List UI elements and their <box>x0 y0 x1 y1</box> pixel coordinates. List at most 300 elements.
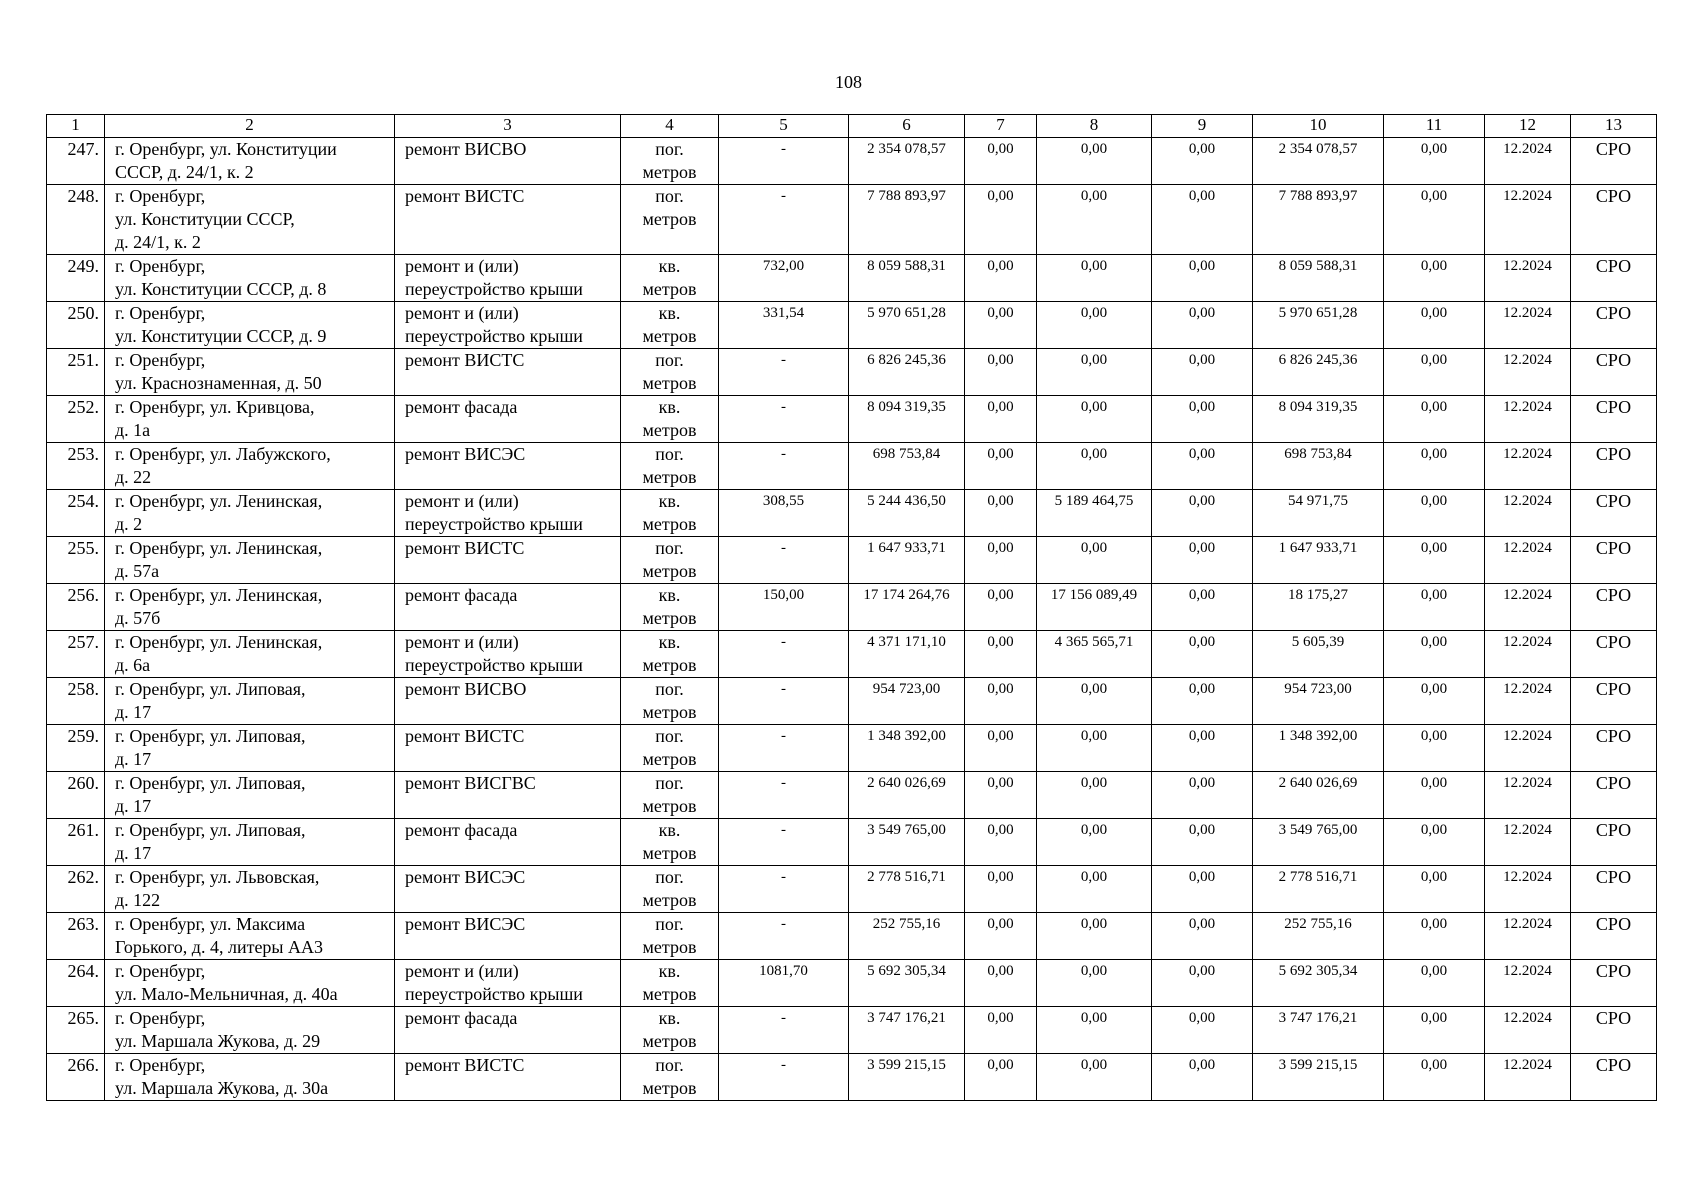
unit-cell-line: кв. <box>658 961 681 981</box>
value-cell: 0,00 <box>965 349 1037 396</box>
unit-cell-line: метров <box>642 373 697 393</box>
table-row <box>47 584 1657 631</box>
deadline-cell: 12.2024 <box>1485 396 1571 443</box>
unit-cell <box>621 537 719 584</box>
unit-cell <box>621 138 719 185</box>
address-cell-line: д. 24/1, к. 2 <box>115 232 201 252</box>
value-cell: 0,00 <box>1384 631 1485 678</box>
deadline-cell: 12.2024 <box>1485 913 1571 960</box>
address-cell-line: г. Оренбург, ул. Липовая, <box>115 773 306 793</box>
value-cell: 0,00 <box>1152 1007 1253 1054</box>
value-cell: 0,00 <box>965 584 1037 631</box>
address-cell-line: д. 57б <box>115 608 161 628</box>
table-row <box>47 302 1657 349</box>
value-cell: 0,00 <box>1152 185 1253 255</box>
unit-cell-line: метров <box>642 420 697 440</box>
area-cell: - <box>719 1007 849 1054</box>
total-cost-cell: 5 970 651,28 <box>849 302 965 349</box>
value-cell: 0,00 <box>965 678 1037 725</box>
header-cell: 1 <box>47 115 105 138</box>
work-type-cell <box>395 185 621 255</box>
total-cost-cell: 698 753,84 <box>849 443 965 490</box>
area-cell: - <box>719 913 849 960</box>
table-row <box>47 490 1657 537</box>
table-row <box>47 678 1657 725</box>
total-cost-cell: 252 755,16 <box>849 913 965 960</box>
value-cell: 0,00 <box>1037 725 1152 772</box>
area-cell: 150,00 <box>719 584 849 631</box>
work-type-cell <box>395 725 621 772</box>
unit-cell <box>621 584 719 631</box>
value-cell: 0,00 <box>965 1054 1037 1101</box>
unit-cell-line: метров <box>642 608 697 628</box>
area-cell: - <box>719 1054 849 1101</box>
value-cell: 0,00 <box>965 537 1037 584</box>
deadline-cell: 12.2024 <box>1485 1054 1571 1101</box>
value-cell: 0,00 <box>1384 1054 1485 1101</box>
work-type-cell-line: ремонт и (или) <box>405 256 519 276</box>
executor-cell: СРО <box>1571 725 1657 772</box>
area-cell: - <box>719 349 849 396</box>
value-cell: 0,00 <box>965 725 1037 772</box>
address-cell-line: г. Оренбург, ул. Ленинская, <box>115 585 323 605</box>
address-cell-line: г. Оренбург, ул. Кривцова, <box>115 397 315 417</box>
value-cell: 6 826 245,36 <box>1253 349 1384 396</box>
row-number: 261. <box>47 819 105 866</box>
work-type-cell <box>395 584 621 631</box>
value-cell: 0,00 <box>965 1007 1037 1054</box>
work-type-cell <box>395 443 621 490</box>
executor-cell: СРО <box>1571 490 1657 537</box>
value-cell: 0,00 <box>1384 725 1485 772</box>
address-cell-line: ул. Маршала Жукова, д. 30а <box>115 1078 329 1098</box>
total-cost-cell: 954 723,00 <box>849 678 965 725</box>
deadline-cell: 12.2024 <box>1485 443 1571 490</box>
table-row <box>47 349 1657 396</box>
value-cell: 3 599 215,15 <box>1253 1054 1384 1101</box>
work-type-cell-line: ремонт ВИСТС <box>405 1055 525 1075</box>
value-cell: 5 605,39 <box>1253 631 1384 678</box>
executor-cell: СРО <box>1571 138 1657 185</box>
unit-cell <box>621 185 719 255</box>
total-cost-cell: 5 692 305,34 <box>849 960 965 1007</box>
unit-cell <box>621 490 719 537</box>
address-cell-line: г. Оренбург, ул. Липовая, <box>115 679 306 699</box>
value-cell: 0,00 <box>1384 302 1485 349</box>
value-cell: 0,00 <box>965 490 1037 537</box>
header-cell: 12 <box>1485 115 1571 138</box>
value-cell: 2 778 516,71 <box>1253 866 1384 913</box>
row-number: 250. <box>47 302 105 349</box>
executor-cell: СРО <box>1571 1007 1657 1054</box>
value-cell: 18 175,27 <box>1253 584 1384 631</box>
unit-cell <box>621 725 719 772</box>
total-cost-cell: 7 788 893,97 <box>849 185 965 255</box>
address-cell <box>105 819 395 866</box>
value-cell: 0,00 <box>1384 255 1485 302</box>
unit-cell-line: метров <box>642 702 697 722</box>
area-cell: - <box>719 678 849 725</box>
deadline-cell: 12.2024 <box>1485 185 1571 255</box>
unit-cell-line: пог. <box>655 914 684 934</box>
value-cell: 0,00 <box>965 396 1037 443</box>
table-row <box>47 1007 1657 1054</box>
work-type-cell-line: ремонт фасада <box>405 820 518 840</box>
work-type-cell <box>395 138 621 185</box>
header-cell: 3 <box>395 115 621 138</box>
work-type-cell <box>395 1007 621 1054</box>
value-cell: 0,00 <box>1037 960 1152 1007</box>
value-cell: 1 348 392,00 <box>1253 725 1384 772</box>
value-cell: 0,00 <box>1384 349 1485 396</box>
header-cell: 13 <box>1571 115 1657 138</box>
address-cell-line: г. Оренбург, <box>115 186 206 206</box>
deadline-cell: 12.2024 <box>1485 302 1571 349</box>
value-cell: 0,00 <box>965 960 1037 1007</box>
value-cell: 0,00 <box>1152 396 1253 443</box>
work-type-cell <box>395 1054 621 1101</box>
value-cell: 0,00 <box>1152 349 1253 396</box>
address-cell-line: г. Оренбург, ул. Ленинская, <box>115 538 323 558</box>
address-cell-line: г. Оренбург, ул. Липовая, <box>115 726 306 746</box>
executor-cell: СРО <box>1571 185 1657 255</box>
unit-cell-line: метров <box>642 843 697 863</box>
work-type-cell-line: ремонт ВИСЭС <box>405 444 526 464</box>
value-cell: 0,00 <box>1152 772 1253 819</box>
unit-cell-line: кв. <box>658 1008 681 1028</box>
executor-cell: СРО <box>1571 631 1657 678</box>
value-cell: 0,00 <box>1384 1007 1485 1054</box>
executor-cell: СРО <box>1571 866 1657 913</box>
unit-cell-line: кв. <box>658 256 681 276</box>
work-type-cell <box>395 631 621 678</box>
executor-cell: СРО <box>1571 584 1657 631</box>
value-cell: 0,00 <box>1152 584 1253 631</box>
table-row <box>47 1054 1657 1101</box>
deadline-cell: 12.2024 <box>1485 584 1571 631</box>
row-number: 265. <box>47 1007 105 1054</box>
area-cell: - <box>719 138 849 185</box>
value-cell: 0,00 <box>1384 185 1485 255</box>
address-cell <box>105 725 395 772</box>
executor-cell: СРО <box>1571 819 1657 866</box>
value-cell: 0,00 <box>965 913 1037 960</box>
unit-cell <box>621 1007 719 1054</box>
header-cell: 11 <box>1384 115 1485 138</box>
executor-cell: СРО <box>1571 678 1657 725</box>
address-cell <box>105 396 395 443</box>
work-type-cell-line: ремонт ВИСЭС <box>405 867 526 887</box>
work-type-cell-line: ремонт фасада <box>405 397 518 417</box>
address-cell <box>105 349 395 396</box>
unit-cell <box>621 772 719 819</box>
address-cell-line: д. 2 <box>115 514 143 534</box>
address-cell <box>105 866 395 913</box>
executor-cell: СРО <box>1571 1054 1657 1101</box>
deadline-cell: 12.2024 <box>1485 490 1571 537</box>
value-cell: 0,00 <box>1152 866 1253 913</box>
address-cell <box>105 960 395 1007</box>
value-cell: 0,00 <box>1037 1054 1152 1101</box>
address-cell-line: д. 17 <box>115 702 152 722</box>
value-cell: 0,00 <box>1384 772 1485 819</box>
unit-cell-line: пог. <box>655 773 684 793</box>
unit-cell-line: пог. <box>655 867 684 887</box>
total-cost-cell: 3 599 215,15 <box>849 1054 965 1101</box>
value-cell: 0,00 <box>965 302 1037 349</box>
value-cell: 0,00 <box>1384 490 1485 537</box>
address-cell-line: д. 17 <box>115 796 152 816</box>
address-cell <box>105 772 395 819</box>
table-row <box>47 255 1657 302</box>
row-number: 258. <box>47 678 105 725</box>
unit-cell-line: пог. <box>655 139 684 159</box>
area-cell: - <box>719 443 849 490</box>
unit-cell-line: кв. <box>658 491 681 511</box>
deadline-cell: 12.2024 <box>1485 866 1571 913</box>
address-cell-line: г. Оренбург, ул. Конституции <box>115 139 337 159</box>
header-row <box>47 115 1657 138</box>
deadline-cell: 12.2024 <box>1485 255 1571 302</box>
address-cell-line: д. 122 <box>115 890 161 910</box>
address-cell-line: ул. Краснознаменная, д. 50 <box>115 373 322 393</box>
value-cell: 0,00 <box>965 138 1037 185</box>
unit-cell <box>621 302 719 349</box>
row-number: 257. <box>47 631 105 678</box>
address-cell <box>105 584 395 631</box>
value-cell: 0,00 <box>1152 537 1253 584</box>
unit-cell-line: метров <box>642 467 697 487</box>
row-number: 264. <box>47 960 105 1007</box>
unit-cell-line: пог. <box>655 538 684 558</box>
value-cell: 0,00 <box>1037 819 1152 866</box>
address-cell-line: СССР, д. 24/1, к. 2 <box>115 162 254 182</box>
address-cell-line: д. 6а <box>115 655 151 675</box>
value-cell: 0,00 <box>965 866 1037 913</box>
total-cost-cell: 3 747 176,21 <box>849 1007 965 1054</box>
deadline-cell: 12.2024 <box>1485 725 1571 772</box>
value-cell: 0,00 <box>1037 537 1152 584</box>
total-cost-cell: 8 094 319,35 <box>849 396 965 443</box>
value-cell: 0,00 <box>1037 255 1152 302</box>
value-cell: 0,00 <box>965 772 1037 819</box>
table-row <box>47 866 1657 913</box>
address-cell-line: д. 17 <box>115 843 152 863</box>
value-cell: 0,00 <box>1384 537 1485 584</box>
value-cell: 0,00 <box>965 185 1037 255</box>
value-cell: 0,00 <box>1152 490 1253 537</box>
area-cell: 1081,70 <box>719 960 849 1007</box>
work-type-cell-line: ремонт и (или) <box>405 491 519 511</box>
address-cell-line: ул. Маршала Жукова, д. 29 <box>115 1031 321 1051</box>
unit-cell <box>621 1054 719 1101</box>
value-cell: 0,00 <box>1152 631 1253 678</box>
address-cell-line: ул. Конституции СССР, д. 9 <box>115 326 327 346</box>
deadline-cell: 12.2024 <box>1485 772 1571 819</box>
page-number: 108 <box>835 72 862 92</box>
unit-cell-line: метров <box>642 1078 697 1098</box>
work-type-cell-line: ремонт и (или) <box>405 632 519 652</box>
work-type-cell-line: переустройство крыши <box>405 326 583 346</box>
total-cost-cell: 8 059 588,31 <box>849 255 965 302</box>
unit-cell <box>621 960 719 1007</box>
total-cost-cell: 5 244 436,50 <box>849 490 965 537</box>
row-number: 262. <box>47 866 105 913</box>
work-type-cell-line: ремонт ВИСГВС <box>405 773 536 793</box>
area-cell: - <box>719 537 849 584</box>
value-cell: 0,00 <box>1384 396 1485 443</box>
value-cell: 0,00 <box>1384 866 1485 913</box>
area-cell: - <box>719 819 849 866</box>
unit-cell <box>621 443 719 490</box>
table-row <box>47 138 1657 185</box>
value-cell: 0,00 <box>1384 138 1485 185</box>
executor-cell: СРО <box>1571 349 1657 396</box>
unit-cell-line: кв. <box>658 820 681 840</box>
unit-cell-line: кв. <box>658 585 681 605</box>
value-cell: 0,00 <box>1152 302 1253 349</box>
unit-cell <box>621 678 719 725</box>
address-cell <box>105 138 395 185</box>
address-cell <box>105 631 395 678</box>
table-row <box>47 631 1657 678</box>
value-cell: 0,00 <box>1152 255 1253 302</box>
table-body <box>47 138 1657 1101</box>
deadline-cell: 12.2024 <box>1485 537 1571 584</box>
unit-cell-line: метров <box>642 209 697 229</box>
row-number: 252. <box>47 396 105 443</box>
value-cell: 954 723,00 <box>1253 678 1384 725</box>
work-type-cell-line: переустройство крыши <box>405 514 583 534</box>
total-cost-cell: 17 174 264,76 <box>849 584 965 631</box>
address-cell-line: г. Оренбург, <box>115 256 206 276</box>
value-cell: 0,00 <box>965 631 1037 678</box>
row-number: 266. <box>47 1054 105 1101</box>
value-cell: 54 971,75 <box>1253 490 1384 537</box>
area-cell: 308,55 <box>719 490 849 537</box>
work-type-cell-line: переустройство крыши <box>405 984 583 1004</box>
executor-cell: СРО <box>1571 396 1657 443</box>
value-cell: 0,00 <box>1037 866 1152 913</box>
value-cell: 0,00 <box>965 255 1037 302</box>
executor-cell: СРО <box>1571 443 1657 490</box>
total-cost-cell: 6 826 245,36 <box>849 349 965 396</box>
header-cell: 5 <box>719 115 849 138</box>
unit-cell-line: метров <box>642 984 697 1004</box>
table-row <box>47 443 1657 490</box>
value-cell: 0,00 <box>1037 913 1152 960</box>
executor-cell: СРО <box>1571 960 1657 1007</box>
area-cell: - <box>719 725 849 772</box>
total-cost-cell: 2 354 078,57 <box>849 138 965 185</box>
value-cell: 5 692 305,34 <box>1253 960 1384 1007</box>
address-cell-line: г. Оренбург, ул. Ленинская, <box>115 632 323 652</box>
unit-cell-line: метров <box>642 514 697 534</box>
work-type-cell <box>395 866 621 913</box>
table-row <box>47 772 1657 819</box>
work-type-cell-line: переустройство крыши <box>405 279 583 299</box>
unit-cell-line: метров <box>642 937 697 957</box>
value-cell: 5 189 464,75 <box>1037 490 1152 537</box>
value-cell: 0,00 <box>1152 1054 1253 1101</box>
work-type-cell <box>395 537 621 584</box>
value-cell: 252 755,16 <box>1253 913 1384 960</box>
row-number: 263. <box>47 913 105 960</box>
work-type-cell-line: ремонт ВИСТС <box>405 350 525 370</box>
address-cell-line: г. Оренбург, <box>115 961 206 981</box>
area-cell: - <box>719 396 849 443</box>
header-cell: 10 <box>1253 115 1384 138</box>
value-cell: 0,00 <box>1152 819 1253 866</box>
deadline-cell: 12.2024 <box>1485 1007 1571 1054</box>
value-cell: 0,00 <box>1152 960 1253 1007</box>
work-type-cell-line: переустройство крыши <box>405 655 583 675</box>
value-cell: 8 094 319,35 <box>1253 396 1384 443</box>
unit-cell-line: пог. <box>655 679 684 699</box>
row-number: 259. <box>47 725 105 772</box>
value-cell: 1 647 933,71 <box>1253 537 1384 584</box>
total-cost-cell: 3 549 765,00 <box>849 819 965 866</box>
header-cell: 4 <box>621 115 719 138</box>
table-row <box>47 960 1657 1007</box>
work-type-cell-line: ремонт ВИСТС <box>405 186 525 206</box>
total-cost-cell: 2 640 026,69 <box>849 772 965 819</box>
unit-cell-line: кв. <box>658 632 681 652</box>
work-type-cell-line: ремонт и (или) <box>405 961 519 981</box>
table-row <box>47 725 1657 772</box>
deadline-cell: 12.2024 <box>1485 960 1571 1007</box>
value-cell: 8 059 588,31 <box>1253 255 1384 302</box>
address-cell <box>105 537 395 584</box>
work-type-cell <box>395 490 621 537</box>
address-cell-line: г. Оренбург, ул. Лабужского, <box>115 444 331 464</box>
value-cell: 0,00 <box>1152 725 1253 772</box>
header-cell: 9 <box>1152 115 1253 138</box>
work-type-cell-line: ремонт ВИСТС <box>405 726 525 746</box>
work-type-cell-line: ремонт ВИСТС <box>405 538 525 558</box>
address-cell-line: г. Оренбург, <box>115 1055 206 1075</box>
total-cost-cell: 2 778 516,71 <box>849 866 965 913</box>
unit-cell <box>621 819 719 866</box>
address-cell-line: г. Оренбург, <box>115 1008 206 1028</box>
unit-cell-line: кв. <box>658 303 681 323</box>
work-type-cell <box>395 396 621 443</box>
value-cell: 0,00 <box>1037 1007 1152 1054</box>
deadline-cell: 12.2024 <box>1485 819 1571 866</box>
value-cell: 0,00 <box>1152 913 1253 960</box>
area-cell: - <box>719 772 849 819</box>
address-cell <box>105 1054 395 1101</box>
work-type-cell <box>395 772 621 819</box>
address-cell <box>105 255 395 302</box>
executor-cell: СРО <box>1571 255 1657 302</box>
value-cell: 0,00 <box>1037 772 1152 819</box>
unit-cell-line: метров <box>642 749 697 769</box>
value-cell: 17 156 089,49 <box>1037 584 1152 631</box>
unit-cell-line: пог. <box>655 1055 684 1075</box>
value-cell: 0,00 <box>1384 960 1485 1007</box>
row-number: 253. <box>47 443 105 490</box>
address-cell <box>105 490 395 537</box>
address-cell-line: д. 17 <box>115 749 152 769</box>
address-cell-line: д. 57а <box>115 561 160 581</box>
area-cell: - <box>719 866 849 913</box>
unit-cell-line: метров <box>642 162 697 182</box>
address-cell-line: ул. Конституции СССР, <box>115 209 295 229</box>
work-type-cell <box>395 819 621 866</box>
value-cell: 0,00 <box>1152 678 1253 725</box>
value-cell: 2 640 026,69 <box>1253 772 1384 819</box>
